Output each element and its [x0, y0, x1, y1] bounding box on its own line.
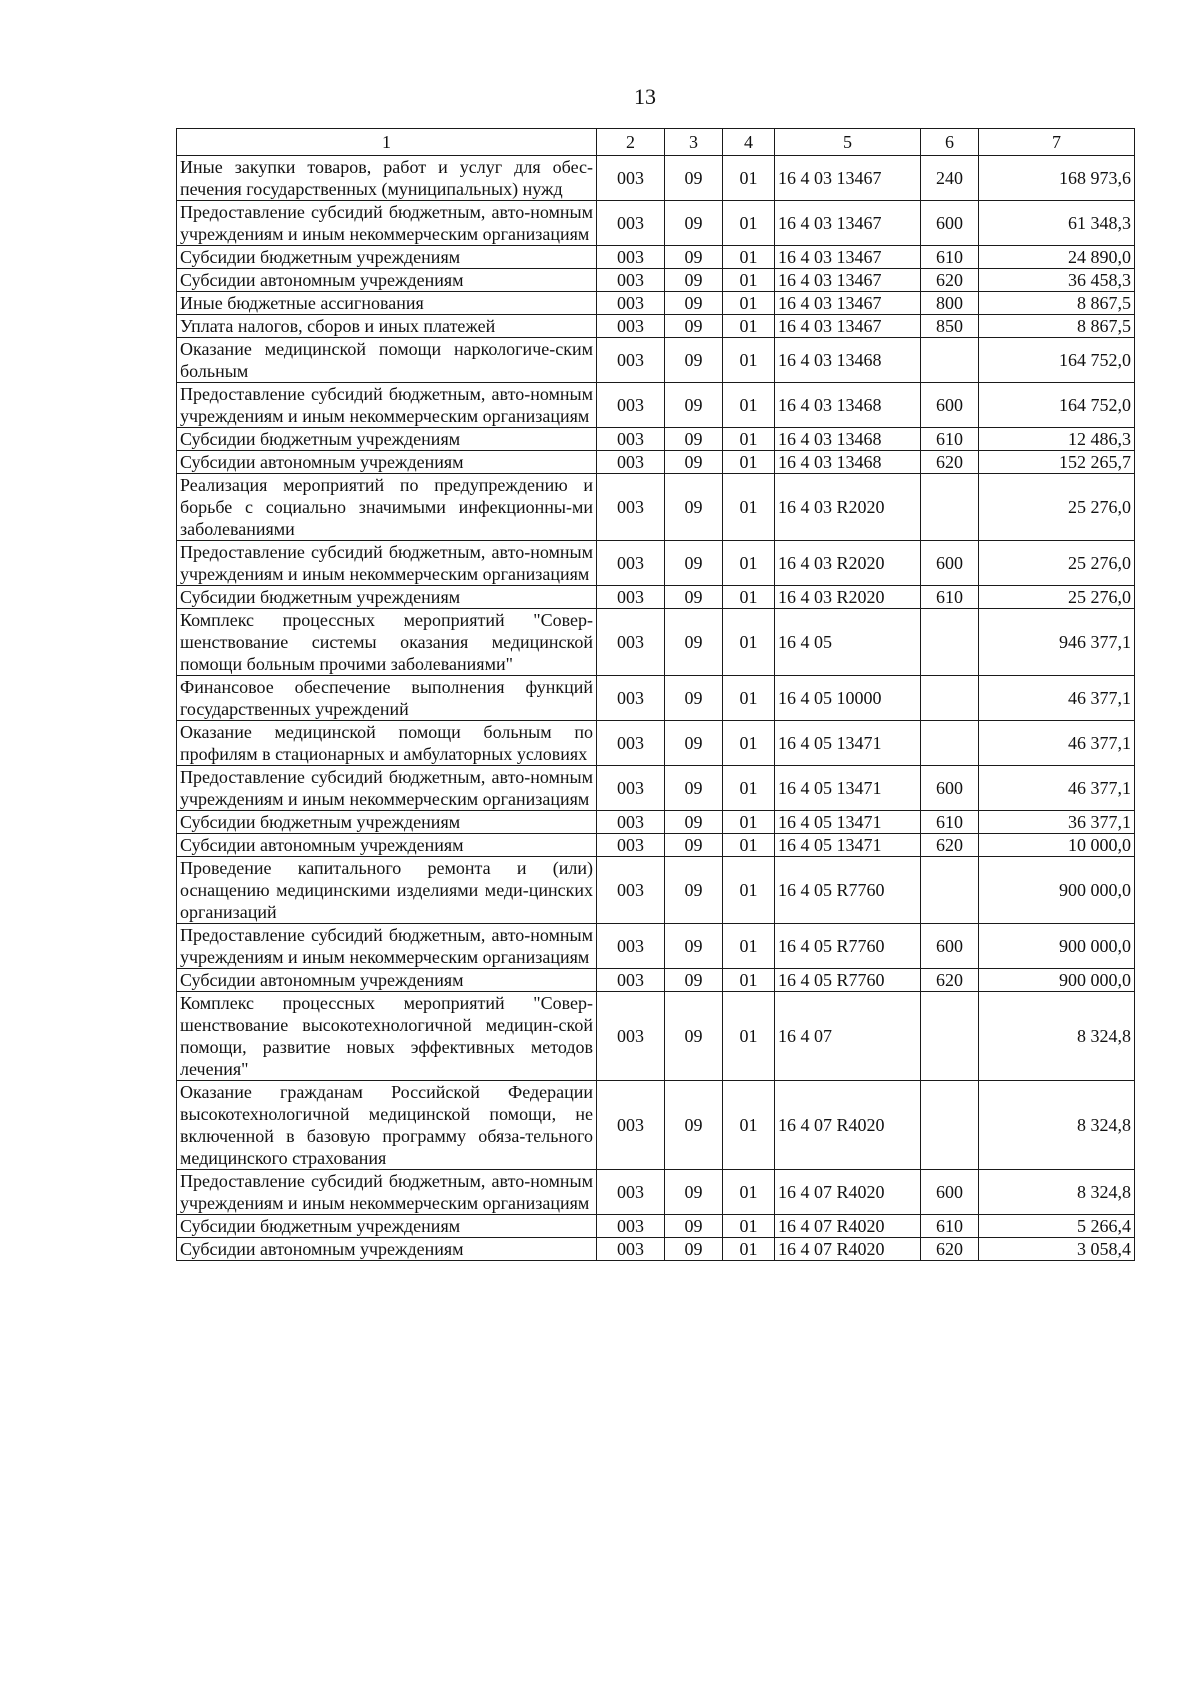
- expense-type-cell: 610: [921, 428, 979, 451]
- target-article-cell: 16 4 05 13471: [775, 721, 921, 766]
- expense-type-cell: 600: [921, 766, 979, 811]
- item-name-cell: Субсидии автономным учреждениям: [177, 834, 597, 857]
- target-article-cell: 16 4 05 13471: [775, 766, 921, 811]
- expense-type-cell: 620: [921, 1238, 979, 1261]
- ministry-code-cell: 003: [597, 609, 665, 676]
- ministry-code-cell: 003: [597, 1081, 665, 1170]
- section-code-cell: 09: [665, 676, 723, 721]
- target-article-cell: 16 4 05 R7760: [775, 857, 921, 924]
- table-row: [177, 292, 1135, 315]
- target-article-cell: 16 4 03 13467: [775, 201, 921, 246]
- section-code-cell: 09: [665, 969, 723, 992]
- amount-cell: 25 276,0: [979, 474, 1135, 541]
- item-name-cell: Оказание медицинской помощи наркологиче-ским больным: [177, 338, 597, 383]
- subsection-code-cell: 01: [723, 1081, 775, 1170]
- amount-cell: 8 867,5: [979, 315, 1135, 338]
- section-code-cell: 09: [665, 451, 723, 474]
- subsection-code-cell: 01: [723, 315, 775, 338]
- item-name-cell: Реализация мероприятий по предупреждению и борьбе с социально значимыми инфекционны-ми заболеваниями: [177, 474, 597, 541]
- expense-type-cell: 620: [921, 451, 979, 474]
- expense-type-cell: [921, 338, 979, 383]
- subsection-code-cell: 01: [723, 766, 775, 811]
- amount-cell: 900 000,0: [979, 924, 1135, 969]
- item-name-cell: Предоставление субсидий бюджетным, авто-номным учреждениям и иным некоммерческим организациям: [177, 541, 597, 586]
- table-row: [177, 609, 1135, 676]
- amount-cell: 900 000,0: [979, 969, 1135, 992]
- expense-type-cell: 620: [921, 834, 979, 857]
- section-code-cell: 09: [665, 1238, 723, 1261]
- target-article-cell: 16 4 03 13467: [775, 315, 921, 338]
- item-name-cell: Субсидии автономным учреждениям: [177, 1238, 597, 1261]
- ministry-code-cell: 003: [597, 1215, 665, 1238]
- subsection-code-cell: 01: [723, 541, 775, 586]
- amount-cell: 8 324,8: [979, 1081, 1135, 1170]
- amount-cell: 8 324,8: [979, 1170, 1135, 1215]
- table-row: [177, 428, 1135, 451]
- ministry-code-cell: 003: [597, 383, 665, 428]
- expense-type-cell: 620: [921, 969, 979, 992]
- table-row: [177, 586, 1135, 609]
- table-row: [177, 383, 1135, 428]
- item-name-cell: Уплата налогов, сборов и иных платежей: [177, 315, 597, 338]
- column-number-row: [177, 129, 1135, 156]
- section-code-cell: 09: [665, 201, 723, 246]
- ministry-code-cell: 003: [597, 428, 665, 451]
- expense-type-cell: [921, 721, 979, 766]
- table-body: [177, 156, 1135, 1261]
- table-row: [177, 541, 1135, 586]
- item-name-cell: Субсидии автономным учреждениям: [177, 451, 597, 474]
- ministry-code-cell: 003: [597, 474, 665, 541]
- expense-type-cell: [921, 609, 979, 676]
- target-article-cell: 16 4 03 13467: [775, 269, 921, 292]
- ministry-code-cell: 003: [597, 338, 665, 383]
- column-header: 5: [775, 129, 921, 156]
- section-code-cell: 09: [665, 338, 723, 383]
- section-code-cell: 09: [665, 428, 723, 451]
- subsection-code-cell: 01: [723, 292, 775, 315]
- amount-cell: 900 000,0: [979, 857, 1135, 924]
- section-code-cell: 09: [665, 992, 723, 1081]
- table-row: [177, 338, 1135, 383]
- target-article-cell: 16 4 05: [775, 609, 921, 676]
- expense-type-cell: 610: [921, 811, 979, 834]
- section-code-cell: 09: [665, 246, 723, 269]
- section-code-cell: 09: [665, 924, 723, 969]
- table-row: [177, 1081, 1135, 1170]
- table-row: [177, 969, 1135, 992]
- section-code-cell: 09: [665, 292, 723, 315]
- expense-type-cell: [921, 1081, 979, 1170]
- column-header: 3: [665, 129, 723, 156]
- subsection-code-cell: 01: [723, 586, 775, 609]
- item-name-cell: Предоставление субсидий бюджетным, авто-номным учреждениям и иным некоммерческим организациям: [177, 924, 597, 969]
- expense-type-cell: 600: [921, 1170, 979, 1215]
- budget-table: [176, 128, 1135, 1261]
- section-code-cell: 09: [665, 474, 723, 541]
- item-name-cell: Иные бюджетные ассигнования: [177, 292, 597, 315]
- target-article-cell: 16 4 07 R4020: [775, 1215, 921, 1238]
- ministry-code-cell: 003: [597, 857, 665, 924]
- subsection-code-cell: 01: [723, 269, 775, 292]
- table-row: [177, 857, 1135, 924]
- amount-cell: 36 377,1: [979, 811, 1135, 834]
- target-article-cell: 16 4 05 13471: [775, 834, 921, 857]
- table-row: [177, 269, 1135, 292]
- amount-cell: 25 276,0: [979, 541, 1135, 586]
- target-article-cell: 16 4 07: [775, 992, 921, 1081]
- target-article-cell: 16 4 03 13468: [775, 428, 921, 451]
- item-name-cell: Субсидии бюджетным учреждениям: [177, 428, 597, 451]
- expense-type-cell: [921, 857, 979, 924]
- expense-type-cell: 600: [921, 383, 979, 428]
- table-row: [177, 721, 1135, 766]
- amount-cell: 46 377,1: [979, 676, 1135, 721]
- expense-type-cell: 610: [921, 246, 979, 269]
- target-article-cell: 16 4 05 R7760: [775, 924, 921, 969]
- subsection-code-cell: 01: [723, 428, 775, 451]
- subsection-code-cell: 01: [723, 834, 775, 857]
- subsection-code-cell: 01: [723, 924, 775, 969]
- subsection-code-cell: 01: [723, 676, 775, 721]
- ministry-code-cell: 003: [597, 811, 665, 834]
- target-article-cell: 16 4 03 13468: [775, 383, 921, 428]
- target-article-cell: 16 4 03 R2020: [775, 586, 921, 609]
- amount-cell: 10 000,0: [979, 834, 1135, 857]
- column-header: 2: [597, 129, 665, 156]
- amount-cell: 46 377,1: [979, 766, 1135, 811]
- target-article-cell: 16 4 05 13471: [775, 811, 921, 834]
- table-row: [177, 924, 1135, 969]
- subsection-code-cell: 01: [723, 1238, 775, 1261]
- expense-type-cell: 600: [921, 924, 979, 969]
- item-name-cell: Проведение капитального ремонта и (или) оснащению медицинскими изделиями меди-цинских организаций: [177, 857, 597, 924]
- section-code-cell: 09: [665, 541, 723, 586]
- section-code-cell: 09: [665, 721, 723, 766]
- amount-cell: 25 276,0: [979, 586, 1135, 609]
- column-header: 6: [921, 129, 979, 156]
- section-code-cell: 09: [665, 811, 723, 834]
- ministry-code-cell: 003: [597, 246, 665, 269]
- expense-type-cell: 610: [921, 1215, 979, 1238]
- target-article-cell: 16 4 05 R7760: [775, 969, 921, 992]
- target-article-cell: 16 4 03 13468: [775, 451, 921, 474]
- item-name-cell: Предоставление субсидий бюджетным, авто-номным учреждениям и иным некоммерческим организациям: [177, 1170, 597, 1215]
- amount-cell: 8 324,8: [979, 992, 1135, 1081]
- target-article-cell: 16 4 05 10000: [775, 676, 921, 721]
- section-code-cell: 09: [665, 383, 723, 428]
- ministry-code-cell: 003: [597, 721, 665, 766]
- expense-type-cell: 240: [921, 156, 979, 201]
- ministry-code-cell: 003: [597, 969, 665, 992]
- item-name-cell: Предоставление субсидий бюджетным, авто-номным учреждениям и иным некоммерческим организациям: [177, 383, 597, 428]
- amount-cell: 61 348,3: [979, 201, 1135, 246]
- amount-cell: 12 486,3: [979, 428, 1135, 451]
- item-name-cell: Субсидии автономным учреждениям: [177, 969, 597, 992]
- subsection-code-cell: 01: [723, 383, 775, 428]
- ministry-code-cell: 003: [597, 1170, 665, 1215]
- item-name-cell: Комплекс процессных мероприятий "Совер-шенствование системы оказания медицинской помощи больным прочими заболеваниями": [177, 609, 597, 676]
- amount-cell: 168 973,6: [979, 156, 1135, 201]
- target-article-cell: 16 4 03 13468: [775, 338, 921, 383]
- ministry-code-cell: 003: [597, 292, 665, 315]
- column-header: 4: [723, 129, 775, 156]
- item-name-cell: Оказание гражданам Российской Федерации высокотехнологичной медицинской помощи, не включенной в базовую программу обяза-тельного медицинского страхования: [177, 1081, 597, 1170]
- expense-type-cell: [921, 474, 979, 541]
- section-code-cell: 09: [665, 156, 723, 201]
- ministry-code-cell: 003: [597, 992, 665, 1081]
- expense-type-cell: 600: [921, 541, 979, 586]
- item-name-cell: Субсидии бюджетным учреждениям: [177, 586, 597, 609]
- amount-cell: 164 752,0: [979, 338, 1135, 383]
- ministry-code-cell: 003: [597, 924, 665, 969]
- subsection-code-cell: 01: [723, 1170, 775, 1215]
- section-code-cell: 09: [665, 1170, 723, 1215]
- amount-cell: 152 265,7: [979, 451, 1135, 474]
- subsection-code-cell: 01: [723, 609, 775, 676]
- section-code-cell: 09: [665, 586, 723, 609]
- section-code-cell: 09: [665, 766, 723, 811]
- ministry-code-cell: 003: [597, 1238, 665, 1261]
- expense-type-cell: 610: [921, 586, 979, 609]
- expense-type-cell: [921, 992, 979, 1081]
- ministry-code-cell: 003: [597, 201, 665, 246]
- table-row: [177, 1215, 1135, 1238]
- ministry-code-cell: 003: [597, 834, 665, 857]
- ministry-code-cell: 003: [597, 451, 665, 474]
- table-row: [177, 1238, 1135, 1261]
- table-row: [177, 156, 1135, 201]
- section-code-cell: 09: [665, 857, 723, 924]
- expense-type-cell: 800: [921, 292, 979, 315]
- table-row: [177, 315, 1135, 338]
- subsection-code-cell: 01: [723, 451, 775, 474]
- item-name-cell: Комплекс процессных мероприятий "Совер-шенствование высокотехнологичной медицин-ской помощи, развитие новых эффективных методов лечения": [177, 992, 597, 1081]
- subsection-code-cell: 01: [723, 246, 775, 269]
- ministry-code-cell: 003: [597, 766, 665, 811]
- amount-cell: 946 377,1: [979, 609, 1135, 676]
- table-row: [177, 992, 1135, 1081]
- subsection-code-cell: 01: [723, 474, 775, 541]
- expense-type-cell: 600: [921, 201, 979, 246]
- section-code-cell: 09: [665, 1215, 723, 1238]
- item-name-cell: Предоставление субсидий бюджетным, авто-номным учреждениям и иным некоммерческим организациям: [177, 201, 597, 246]
- item-name-cell: Финансовое обеспечение выполнения функций государственных учреждений: [177, 676, 597, 721]
- subsection-code-cell: 01: [723, 992, 775, 1081]
- table-row: [177, 676, 1135, 721]
- page-number: 13: [634, 84, 656, 109]
- ministry-code-cell: 003: [597, 315, 665, 338]
- target-article-cell: 16 4 07 R4020: [775, 1238, 921, 1261]
- amount-cell: 164 752,0: [979, 383, 1135, 428]
- ministry-code-cell: 003: [597, 156, 665, 201]
- table-row: [177, 1170, 1135, 1215]
- table-row: [177, 474, 1135, 541]
- target-article-cell: 16 4 03 13467: [775, 246, 921, 269]
- expense-type-cell: [921, 676, 979, 721]
- table-row: [177, 766, 1135, 811]
- amount-cell: 36 458,3: [979, 269, 1135, 292]
- subsection-code-cell: 01: [723, 201, 775, 246]
- table-row: [177, 834, 1135, 857]
- amount-cell: 46 377,1: [979, 721, 1135, 766]
- subsection-code-cell: 01: [723, 338, 775, 383]
- target-article-cell: 16 4 07 R4020: [775, 1081, 921, 1170]
- item-name-cell: Субсидии автономным учреждениям: [177, 269, 597, 292]
- subsection-code-cell: 01: [723, 811, 775, 834]
- item-name-cell: Предоставление субсидий бюджетным, авто-номным учреждениям и иным некоммерческим организациям: [177, 766, 597, 811]
- amount-cell: 3 058,4: [979, 1238, 1135, 1261]
- target-article-cell: 16 4 03 13467: [775, 292, 921, 315]
- item-name-cell: Субсидии бюджетным учреждениям: [177, 1215, 597, 1238]
- item-name-cell: Субсидии бюджетным учреждениям: [177, 811, 597, 834]
- ministry-code-cell: 003: [597, 586, 665, 609]
- subsection-code-cell: 01: [723, 156, 775, 201]
- amount-cell: 24 890,0: [979, 246, 1135, 269]
- ministry-code-cell: 003: [597, 541, 665, 586]
- amount-cell: 8 867,5: [979, 292, 1135, 315]
- amount-cell: 5 266,4: [979, 1215, 1135, 1238]
- table-row: [177, 811, 1135, 834]
- target-article-cell: 16 4 03 R2020: [775, 541, 921, 586]
- section-code-cell: 09: [665, 609, 723, 676]
- target-article-cell: 16 4 03 13467: [775, 156, 921, 201]
- section-code-cell: 09: [665, 269, 723, 292]
- column-header: 1: [177, 129, 597, 156]
- expense-type-cell: 850: [921, 315, 979, 338]
- subsection-code-cell: 01: [723, 1215, 775, 1238]
- item-name-cell: Субсидии бюджетным учреждениям: [177, 246, 597, 269]
- ministry-code-cell: 003: [597, 269, 665, 292]
- section-code-cell: 09: [665, 834, 723, 857]
- ministry-code-cell: 003: [597, 676, 665, 721]
- subsection-code-cell: 01: [723, 721, 775, 766]
- column-header: 7: [979, 129, 1135, 156]
- section-code-cell: 09: [665, 1081, 723, 1170]
- table-row: [177, 201, 1135, 246]
- expense-type-cell: 620: [921, 269, 979, 292]
- item-name-cell: Иные закупки товаров, работ и услуг для обес-печения государственных (муниципальных) нужд: [177, 156, 597, 201]
- subsection-code-cell: 01: [723, 857, 775, 924]
- table-row: [177, 451, 1135, 474]
- table-row: [177, 246, 1135, 269]
- item-name-cell: Оказание медицинской помощи больным по профилям в стационарных и амбулаторных условиях: [177, 721, 597, 766]
- target-article-cell: 16 4 07 R4020: [775, 1170, 921, 1215]
- subsection-code-cell: 01: [723, 969, 775, 992]
- section-code-cell: 09: [665, 315, 723, 338]
- target-article-cell: 16 4 03 R2020: [775, 474, 921, 541]
